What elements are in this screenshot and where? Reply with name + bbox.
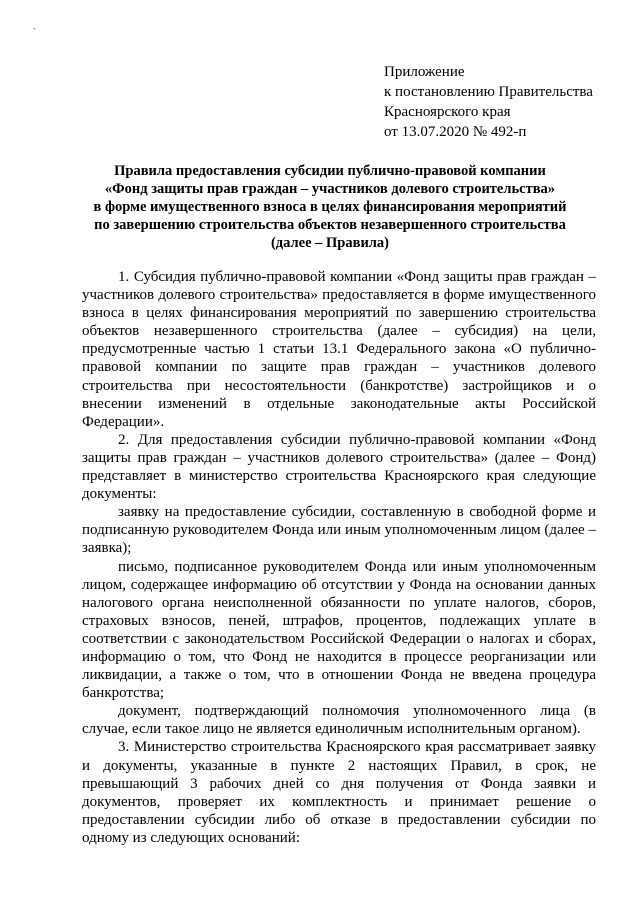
title-line: по завершению строительства объектов незавершенного строительства [94,217,566,233]
document-body [82,268,596,847]
document-title [70,162,590,252]
appendix-line: Приложение [384,64,465,80]
paragraph-2-item-application: заявку на предоставление субсидии, составленную в свободной форме и подписанную руководителем Фонда или иным уполномоченным лицом (далее – заявка); [82,504,596,557]
title-line: «Фонд защиты прав граждан – участников долевого строительства» [104,181,556,197]
appendix-line: к постановлению Правительства [384,84,593,100]
paragraph-2: 2. Для предоставления субсидии публично-правовой компании «Фонд защиты прав граждан – участников долевого строительства» (далее – Фонд) представляет в министерство строительства Красноярского края следующие документы: [82,431,596,503]
appendix-line: Красноярского края [384,104,511,120]
title-line: в форме имущественного взноса в целях финансирования мероприятий [93,199,567,215]
appendix-date-number: от 13.07.2020 № 492-п [384,124,527,140]
appendix-header [384,62,593,142]
title-line: Правила предоставления субсидии публично-правовой компании [114,163,546,179]
title-line: (далее – Правила) [270,235,390,251]
scan-mark: ˎ [33,19,37,30]
paragraph-3: 3. Министерство строительства Красноярского края рассматривает заявку и документы, указанные в пункте 2 настоящих Правил, в срок, не превышающий 3 рабочих дней со дня получения от Фонда заявки и документов, проверяет их комплектность и принимает решение о предоставлении субсидии либо об отказе в предоставлении субсидии по одному из следующих оснований: [82,739,596,846]
paragraph-2-item-authority-document: документ, подтверждающий полномочия уполномоченного лица (в случае, если такое лицо не является единоличным исполнительным органом). [82,703,596,738]
paragraph-2-item-letter: письмо, подписанное руководителем Фонда или иным уполномоченным лицом, содержащее информацию об отсутствии у Фонда на основании данных налогового органа неисполненной обязанности по уплате налогов, сборов, страховых взносов, пеней, штрафов, процентов, подлежащих уплате в соответствии с законодательством Российской Федерации о налогах и сборах, информацию о том, что Фонд не находится в процессе реорганизации или ликвидации, а также о том, что в отношении Фонда не введена процедура банкротства; [82,558,596,702]
paragraph-1: 1. Субсидия публично-правовой компании «Фонд защиты прав граждан – участников долевого строительства» предоставляется в форме имущественного взноса в целях финансирования мероприятий по завершению строительства объектов незавершенного строительства (далее – субсидия) на цели, предусмотренные частью 1 статьи 13.1 Федерального закона «О публично-правовой компании по защите прав граждан – участников долевого строительства при несостоятельности (банкротстве) застройщиков и о внесении изменений в отдельные законодательные акты Российской Федерации». [82,269,596,430]
